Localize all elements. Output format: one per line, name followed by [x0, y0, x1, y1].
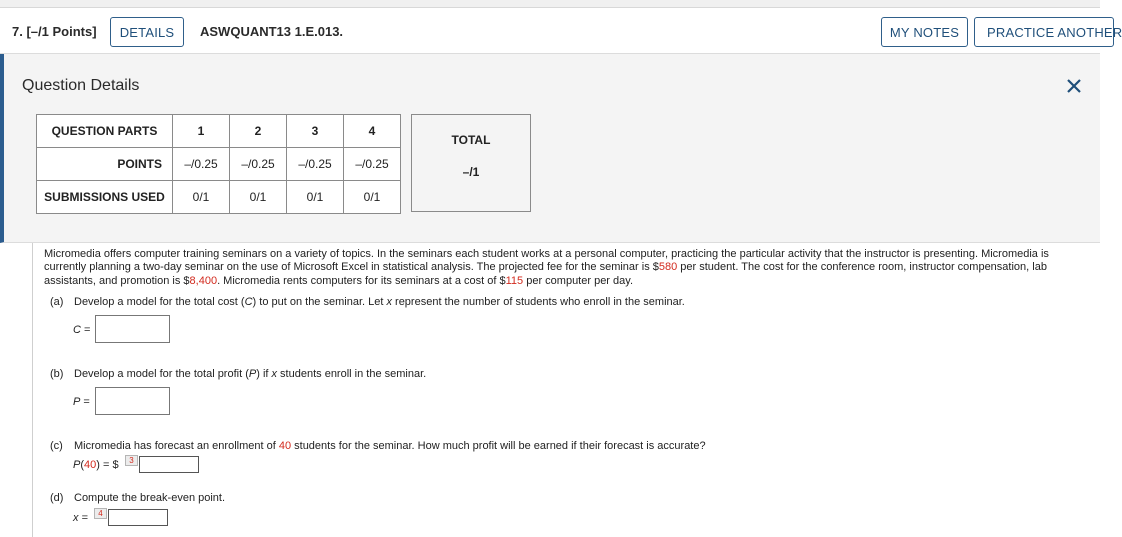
part-tag-3: 3	[125, 455, 138, 466]
part-text: Develop a model for the total cost (	[74, 296, 245, 308]
question-details-panel	[0, 54, 1100, 243]
left-rule	[32, 243, 33, 537]
variable: x	[271, 368, 277, 380]
cost-answer-input[interactable]	[95, 315, 170, 343]
equation-open: (	[80, 459, 85, 471]
fixed-cost: 8,400	[189, 274, 218, 287]
part-submissions: 0/1	[344, 181, 401, 214]
part-c-prompt	[50, 440, 706, 452]
part-tag-4: 4	[94, 508, 107, 519]
equation-variable: C	[73, 324, 81, 336]
part-letter: (c)	[50, 440, 63, 452]
intro-text: Micromedia offers computer training seminars on a variety of topics. In the seminars each student works at a personal computer, practicing the particular activity that the instructor is presenting. Micromedia is currently planning a two-day seminar on the use of Microsoft Excel in statistical analysis. The projected fee for the seminar is $	[44, 248, 1049, 274]
part-text: students enroll in the seminar.	[277, 368, 427, 380]
rental-cost: 115	[505, 274, 524, 287]
top-strip	[0, 0, 1100, 8]
points-row	[37, 148, 401, 181]
intro-text: per student. The cost for the conference room, instructor compensation, lab assistants, and promotion is $	[44, 261, 1047, 287]
part-text: students for the seminar. How much profit will be earned if their forecast is accurate?	[291, 440, 706, 452]
part-letter: (b)	[50, 368, 64, 380]
seminar-fee: 580	[658, 261, 678, 274]
equation-close: ) = $	[96, 459, 119, 471]
part-text: represent the number of students who enroll in the seminar.	[391, 296, 685, 308]
part-number: 2	[230, 115, 287, 148]
intro-text: per computer per day.	[523, 274, 634, 287]
details-title: Question Details	[22, 77, 140, 94]
part-number: 1	[173, 115, 230, 148]
problem-intro	[44, 248, 1084, 288]
part-points: –/0.25	[344, 148, 401, 181]
question-header	[0, 8, 1122, 54]
part-number: 3	[287, 115, 344, 148]
equation-sign: =	[83, 396, 90, 408]
total-label: TOTAL	[451, 133, 491, 147]
part-letter: (d)	[50, 492, 64, 504]
variable: P	[248, 368, 257, 380]
my-notes-button[interactable]: MY NOTES	[881, 17, 968, 47]
part-points: –/0.25	[287, 148, 344, 181]
equation-sign: =	[81, 512, 88, 524]
part-submissions: 0/1	[230, 181, 287, 214]
points-label: POINTS	[37, 148, 173, 181]
total-box	[411, 114, 531, 212]
part-d-equation	[73, 512, 88, 524]
part-text: ) if	[256, 368, 272, 380]
part-submissions: 0/1	[173, 181, 230, 214]
practice-another-button[interactable]: PRACTICE ANOTHER	[974, 17, 1114, 47]
close-icon[interactable]	[1064, 76, 1084, 96]
details-button[interactable]: DETAILS	[110, 17, 184, 47]
submissions-used-label: SUBMISSIONS USED	[37, 181, 173, 214]
intro-text: . Micromedia rents computers for its seminars at a cost of $	[217, 274, 506, 287]
part-text: Compute the break-even point.	[74, 492, 226, 504]
assignment-code: ASWQUANT13 1.E.013.	[200, 24, 344, 39]
part-submissions: 0/1	[287, 181, 344, 214]
variable: C	[244, 296, 253, 308]
equation-sign: =	[84, 324, 91, 336]
part-number: 4	[344, 115, 401, 148]
variable: x	[386, 296, 392, 308]
part-b-equation	[73, 396, 90, 408]
total-value: –/1	[462, 165, 480, 179]
part-a-equation	[73, 324, 90, 336]
question-number: 7. [–/1 Points]	[12, 24, 97, 39]
part-b-prompt	[50, 368, 426, 380]
profit-answer-input[interactable]	[95, 387, 170, 415]
part-d-prompt	[50, 492, 225, 504]
part-text: Develop a model for the total profit (	[74, 368, 249, 380]
break-even-input[interactable]	[108, 509, 168, 526]
equation-argument: 40	[84, 459, 97, 471]
enrollment-value: 40	[278, 440, 292, 452]
part-a-prompt	[50, 296, 685, 308]
submissions-row	[37, 181, 401, 214]
forecast-profit-input[interactable]	[139, 456, 199, 473]
part-letter: (a)	[50, 296, 64, 308]
question-parts-label: QUESTION PARTS	[37, 115, 173, 148]
equation-variable: P	[73, 459, 81, 471]
question-parts-table	[36, 114, 401, 214]
part-text: ) to put on the seminar. Let	[252, 296, 387, 308]
part-text: Micromedia has forecast an enrollment of	[74, 440, 279, 452]
part-points: –/0.25	[173, 148, 230, 181]
part-c-equation	[73, 459, 119, 471]
part-points: –/0.25	[230, 148, 287, 181]
parts-row	[37, 115, 401, 148]
equation-variable: P	[73, 396, 81, 408]
equation-variable: x	[73, 512, 79, 524]
